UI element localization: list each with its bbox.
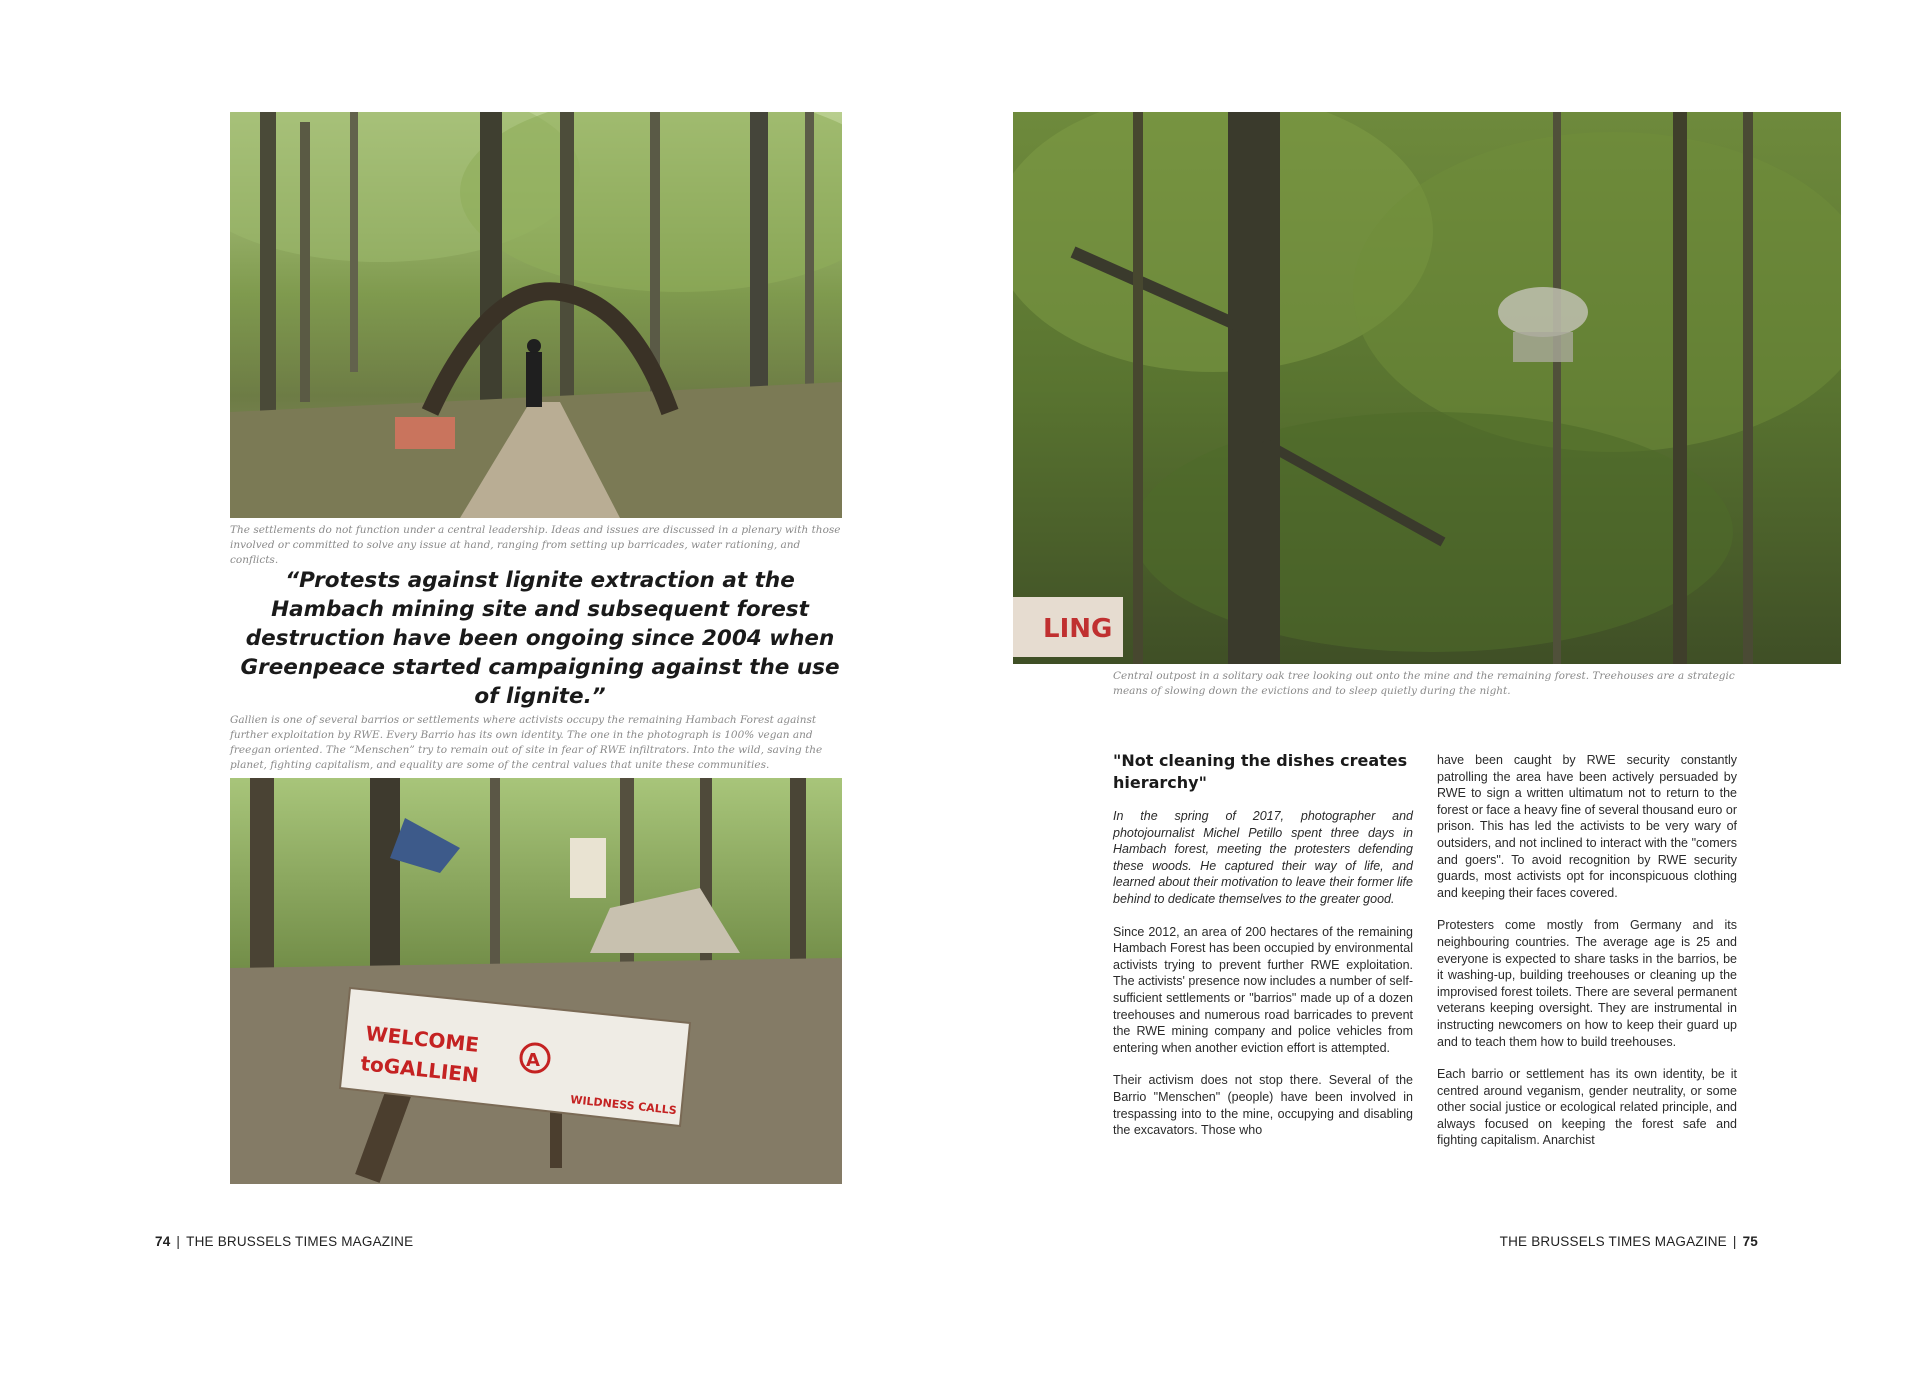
col1-paragraph-1: Since 2012, an area of 200 hectares of the remaining Hambach Forest has been occupied by environmental activists trying to prevent further RWE exploitation. The activists' presence now includes a number of self-sufficient settlements or "barrios" made up of a dozen treehouses and numerous road barricades to prevent the RWE mining company and police vehicles from entering when another eviction effort is attempted. [1113,924,1413,1055]
gallien-camp-photo [230,778,842,1184]
right-page-number: 75 [1742,1234,1758,1249]
banner-text: LING [1043,614,1113,644]
sign-welcome-text: WELCOME [364,1021,481,1057]
sign-wildness-text: WILDNESS CALLS [569,1093,678,1118]
col2-paragraph-1: have been caught by RWE security constantly patrolling the area have been actively persuaded by RWE to sign a written ultimatum not to return to the forest or face a heavy fine of several thousand euro or prison. This has led the activists to be very wary of outsiders, and not inclined to interact with the "comers and goers". To avoid recognition by RWE security guards, most activists opt for inconspicuous clothing and keeping their faces covered. [1437,753,1737,900]
right-page [960,0,1920,1375]
article-column-1 [1113,750,1413,1155]
svg-text:A: A [526,1050,540,1071]
section-title: "Not cleaning the dishes creates hierarchy" [1113,751,1408,792]
left-folio [155,1234,413,1249]
left-magazine-name: THE BRUSSELS TIMES MAGAZINE [186,1234,414,1249]
top-photo-caption: The settlements do not function under a central leadership. Ideas and issues are discussed in a plenary with those involved or committed to solve any issue at hand, ranging from setting up barricades, water rationing, and conflicts. [230,524,841,566]
forest-arch-photo [230,112,842,518]
article-intro: In the spring of 2017, photographer and photojournalist Michel Petillo spent three days in Hambach forest, meeting the protesters defending these woods. He captured their way of life, and learned about their motivation to leave their former life behind to dedicate themselves to the greater good. [1113,809,1413,906]
pull-quote: “Protests against lignite extraction at the Hambach mining site and subsequent forest destruction have been ongoing since 2004 when Greenpeace started campaigning against the use of lignite.” [240,568,840,709]
forest-arch-illustration [230,112,842,518]
oak-outpost-illustration [1013,112,1841,664]
oak-photo-caption: Central outpost in a solitary oak tree looking out onto the mine and the remaining forest. Treehouses are a strategic means of slowing down the evictions and to sleep quietly during the night. [1113,670,1735,697]
right-magazine-name: THE BRUSSELS TIMES MAGAZINE [1499,1234,1727,1249]
article-column-2 [1437,752,1737,1165]
col2-paragraph-3: Each barrio or settlement has its own identity, be it centred around veganism, gender neutrality, or some other social justice or ecological related principle, and always focused on keeping the forest safe and fighting capitalism. Anarchist [1437,1067,1737,1148]
left-page-number: 74 [155,1234,171,1249]
right-folio-separator: | [1732,1234,1737,1249]
gallien-camp-illustration [230,778,842,1184]
right-folio [1500,1234,1758,1249]
sign-gallien-text: toGALLIEN [359,1051,480,1088]
bottom-photo-caption: Gallien is one of several barrios or settlements where activists occupy the remaining Hambach Forest against further exploitation by RWE. Every Barrio has its own identity. The one in the photograph is 100% vegan and freegan oriented. The “Menschen” try to remain out of site in fear of RWE infiltrators. Into the wild, saving the planet, fighting capitalism, and equality are some of the central values that unite these communities. [230,714,823,771]
left-folio-separator: | [176,1234,181,1249]
col1-paragraph-2: Their activism does not stop there. Several of the Barrio "Menschen" (people) have been involved in trespassing into to the mine, occupying and disabling the excavators. Those who [1113,1073,1413,1138]
oak-outpost-photo [1013,112,1841,664]
col2-paragraph-2: Protesters come mostly from Germany and its neighbouring countries. The average age is 25 and everyone is expected to share tasks in the barrios, be it washing-up, building treehouses or cleaning up the improvised forest toilets. There are several permanent veterans keeping oversight. They are instrumental in instructing newcomers on how to keep their guard up and to teach them how to build treehouses. [1437,918,1737,1049]
